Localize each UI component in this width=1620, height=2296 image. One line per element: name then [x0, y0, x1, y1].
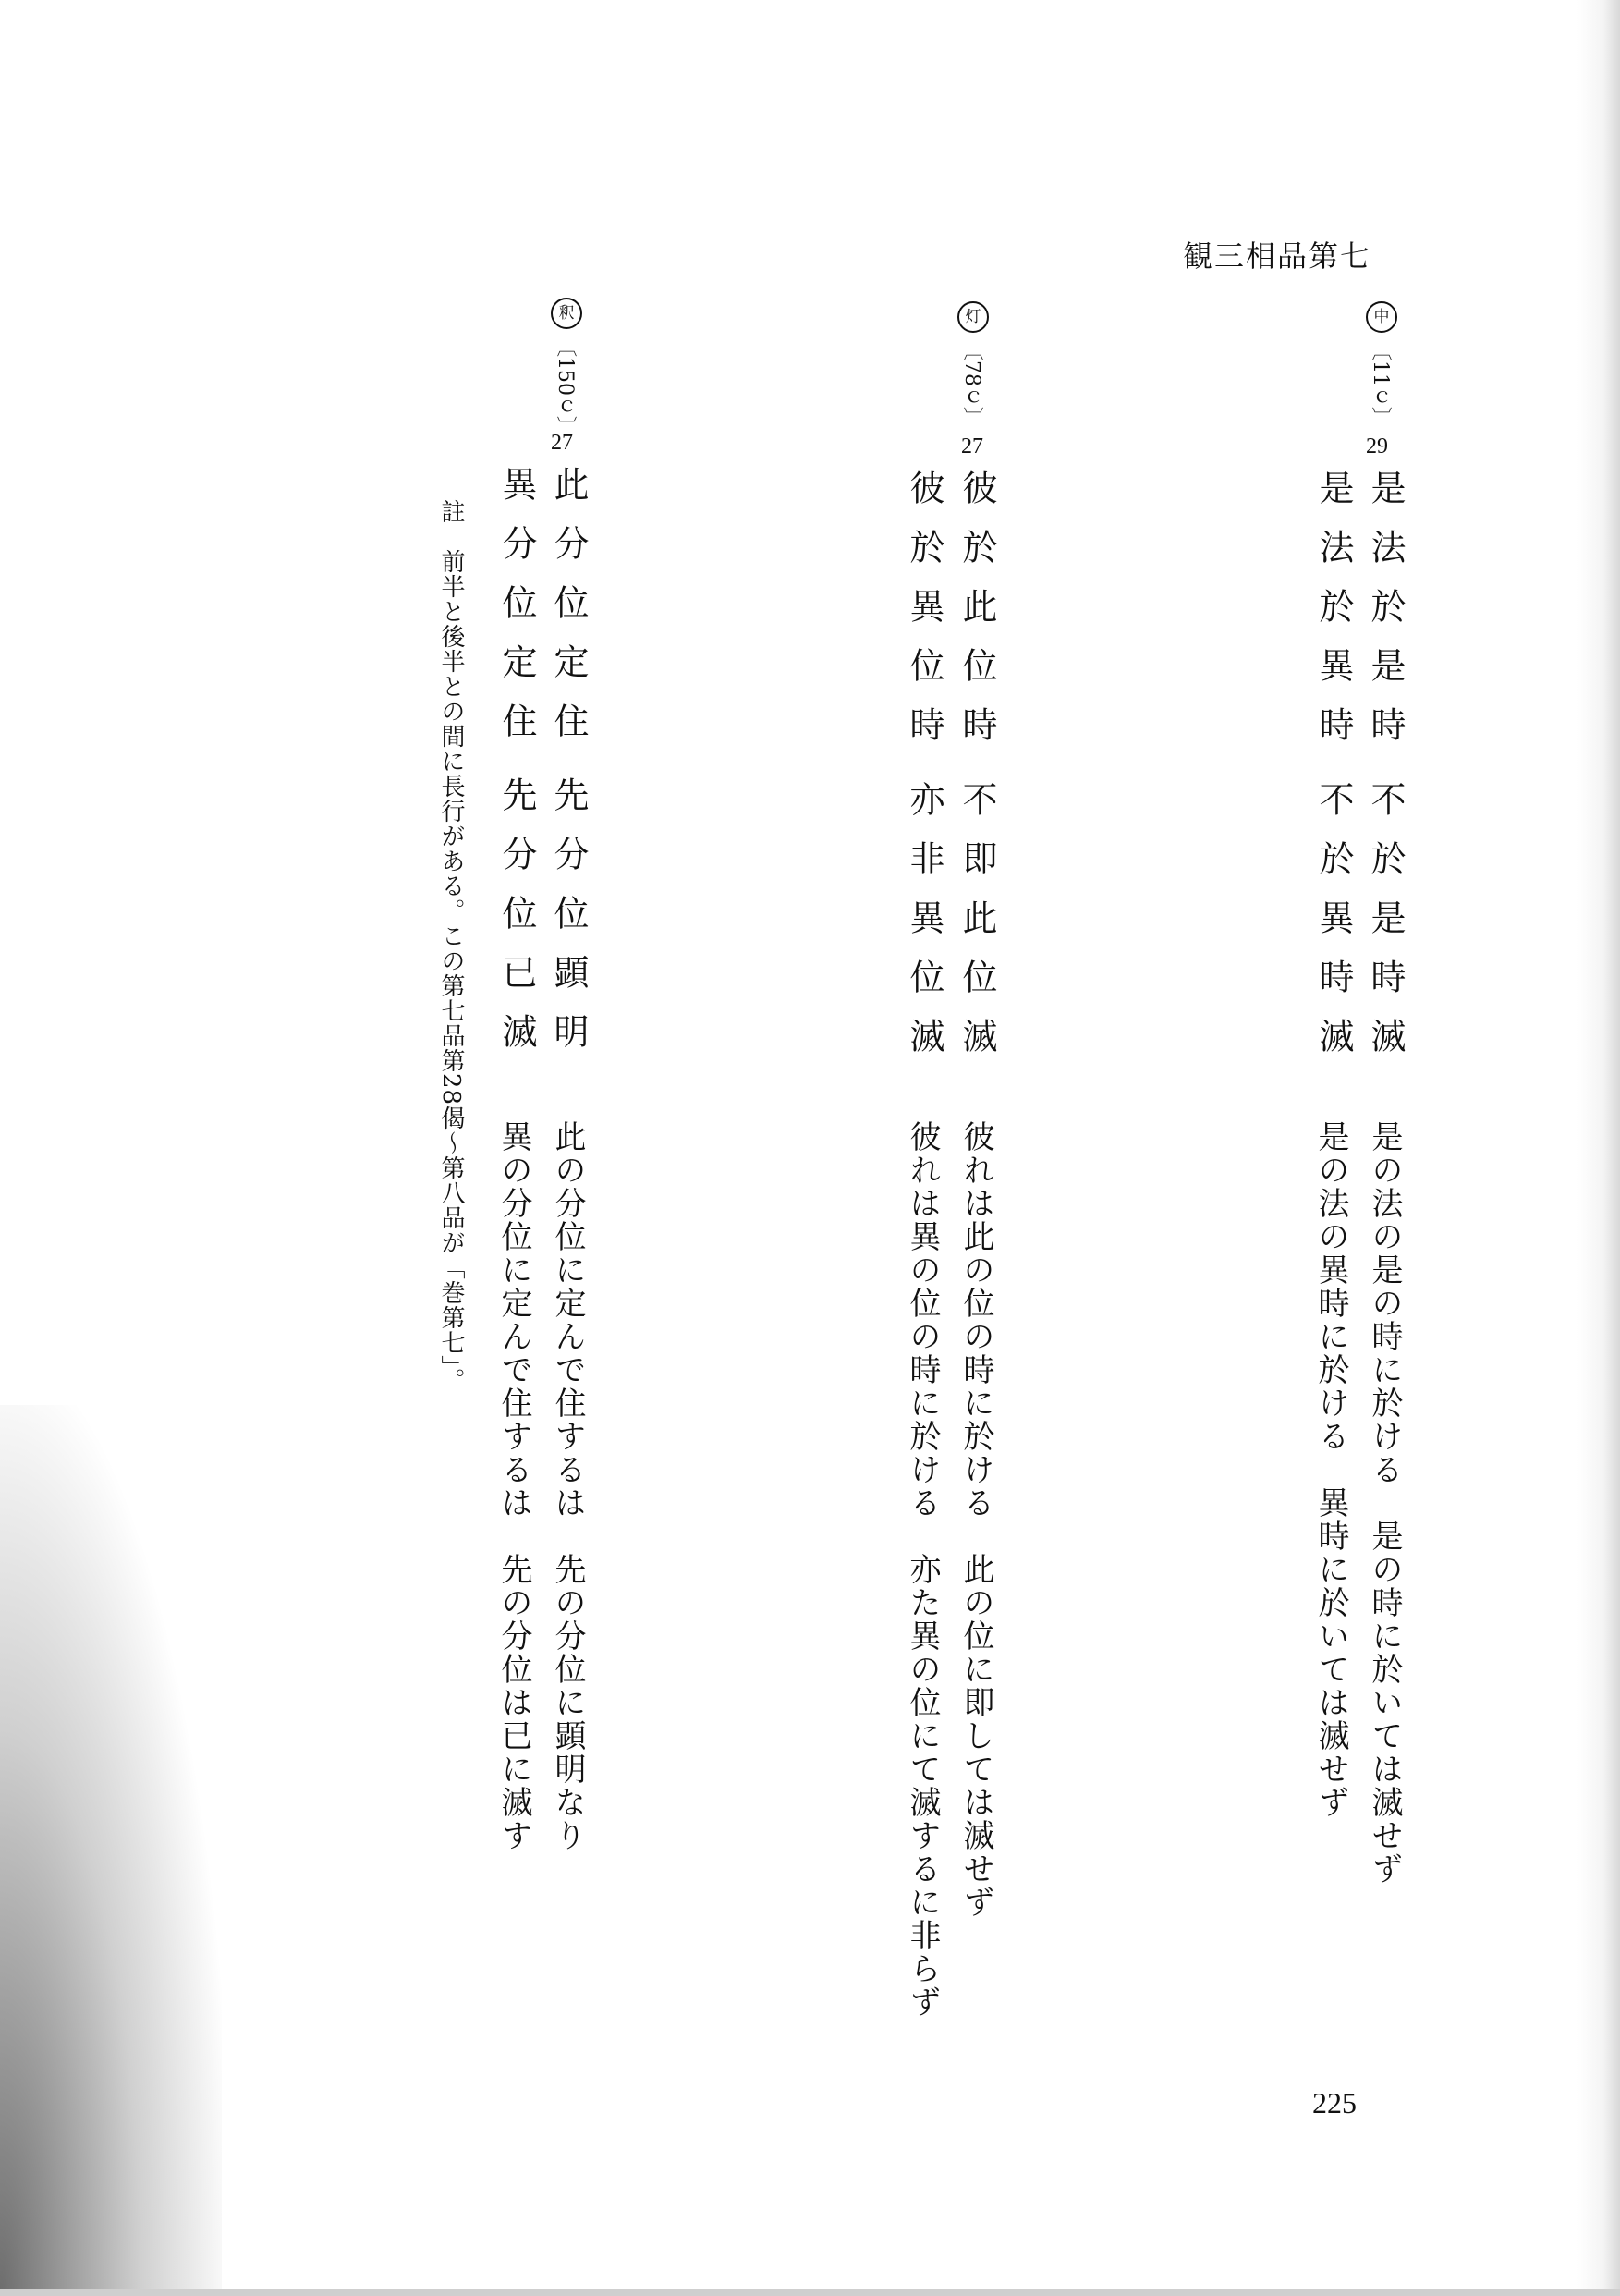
verse-1-line-2b: 不於異時滅 — [1313, 781, 1354, 1077]
verse-marker-shaku: 釈 — [551, 298, 582, 329]
verse-marker-to: 灯 — [957, 301, 989, 333]
verse-2-kundoku-1: 彼れは此の位の時に於ける 此の位に即しては滅せず — [957, 1120, 994, 1919]
verse-ref-2: 〔78ｃ〕 — [960, 340, 983, 427]
page-number: 225 — [1312, 2086, 1357, 2119]
verse-line-number-1: 29 — [1366, 434, 1388, 458]
verse-ref-1: 〔11ｃ〕 — [1369, 340, 1392, 427]
verse-1-line-1b: 不於是時滅 — [1365, 781, 1406, 1077]
verse-3-line-2b: 先分位已滅 — [496, 776, 537, 1072]
verse-line-number-3: 27 — [551, 431, 573, 455]
verse-3-kundoku-1: 此の分位に定んで住するは 先の分位に顕明なり — [549, 1120, 586, 1852]
verse-3-line-2a: 異分位定住 — [496, 466, 537, 762]
verse-2-line-1b: 不即此位滅 — [956, 781, 997, 1077]
verse-2-line-2a: 彼於異位時 — [904, 470, 944, 765]
scan-edge-bottom — [0, 2289, 1620, 2296]
verse-2-line-1a: 彼於此位時 — [956, 470, 997, 765]
verse-line-number-2: 27 — [961, 434, 983, 458]
verse-1-kundoku-1: 是の法の是の時に於ける 是の時に於いては滅せず — [1366, 1120, 1403, 1886]
verse-3-line-1a: 此分位定住 — [548, 466, 589, 762]
verse-2-line-2b: 亦非異位滅 — [904, 781, 944, 1077]
verse-2-kundoku-2: 彼れは異の位の時に於ける 亦た異の位にて滅するに非らず — [904, 1120, 941, 2019]
verse-1-line-2a: 是法於異時 — [1313, 470, 1354, 765]
verse-3-line-1b: 先分位顕明 — [548, 776, 589, 1072]
footnote: 註 前半と後半との間に長行がある。この第七品第28偈～第八品が「巻第七」。 — [437, 499, 465, 1394]
page-edge-shadow-right — [1577, 0, 1620, 2296]
verse-1-kundoku-2: 是の法の異時に於ける 異時に於いては滅せず — [1312, 1120, 1349, 1819]
verse-ref-3: 〔150ｃ〕 — [554, 336, 577, 436]
verse-3-kundoku-2: 異の分位に定んで住するは 先の分位は已に滅す — [495, 1120, 532, 1852]
scan-shadow-left — [0, 1405, 222, 2296]
verse-1-line-1a: 是法於是時 — [1365, 470, 1406, 765]
verse-marker-naka: 中 — [1366, 301, 1397, 333]
page-header: 観三相品第七 — [1183, 238, 1372, 274]
